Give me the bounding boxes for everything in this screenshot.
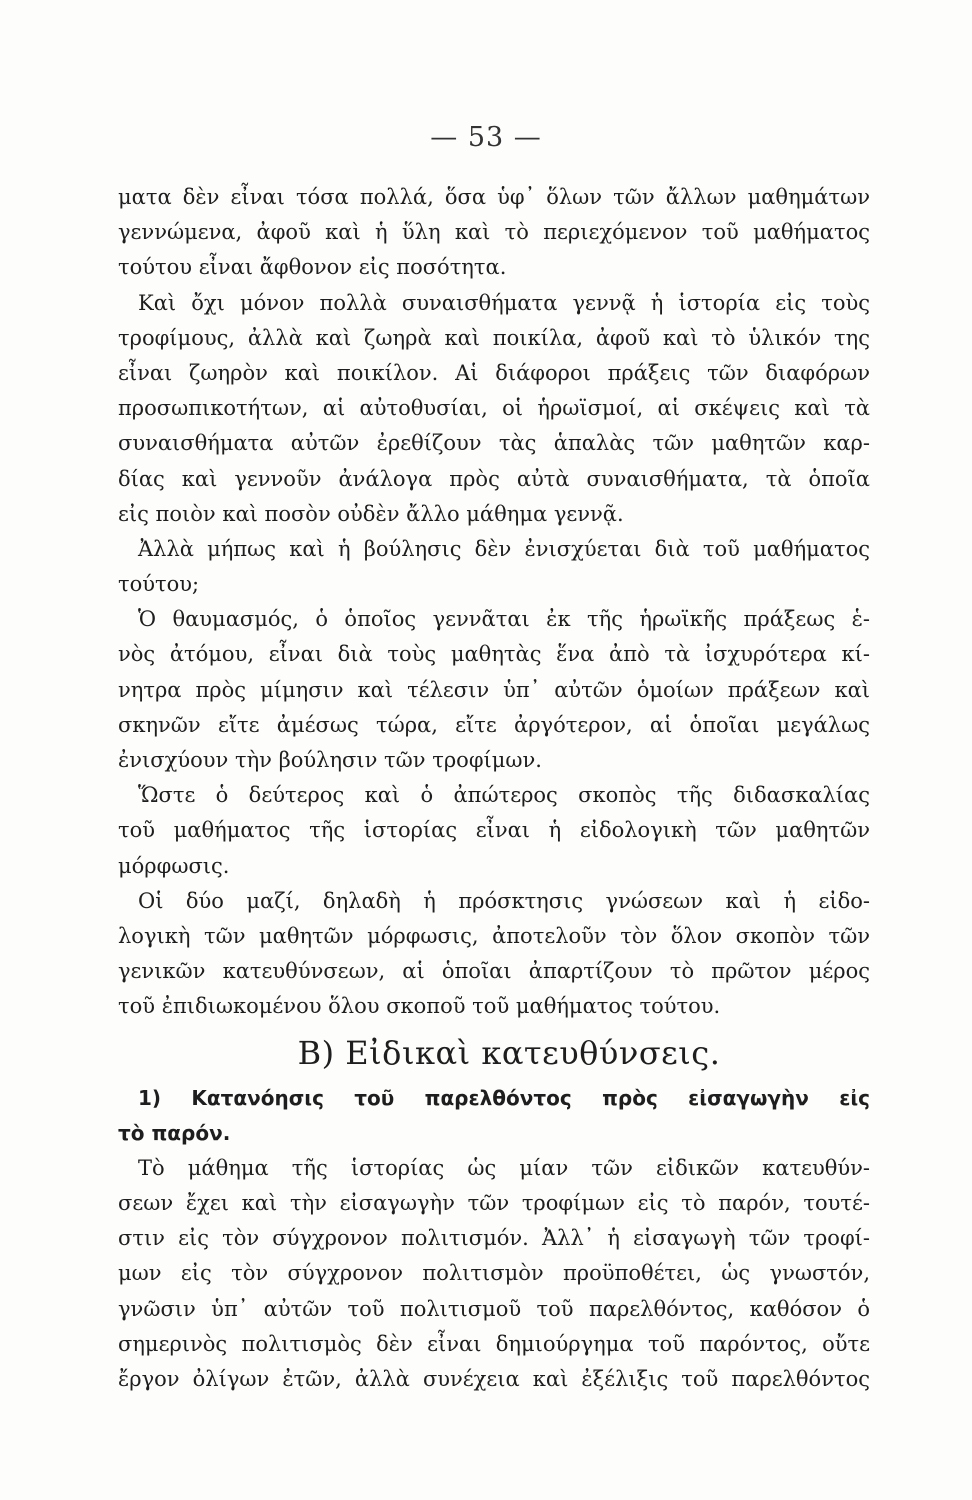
text-line: τούτου;: [118, 572, 200, 597]
text-line: Ὥστε ὁ δεύτερος καὶ ὁ ἀπώτερος σκοπὸς τῆς διδασκαλίας: [138, 783, 870, 808]
text-line: δίας καὶ γεννοῦν ἀνάλογα πρὸς αὐτὰ συναισθήματα, τὰ ὁποῖα: [118, 466, 870, 491]
text-line: γνῶσιν ὑπ᾽ αὐτῶν τοῦ πολιτισμοῦ τοῦ παρελθόντος, καθόσον ὁ: [118, 1296, 870, 1321]
text-line: Καὶ ὄχι μόνον πολλὰ συναισθήματα γεννᾷ ἡ ἱστορία εἰς τοὺς: [138, 290, 870, 315]
subsection-heading-line: τὸ παρόν.: [118, 1120, 231, 1145]
text-line: μόρφωσις.: [118, 853, 230, 878]
text-line: σκηνῶν εἴτε ἀμέσως τώρα, εἴτε ἀργότερον, αἱ ὁποῖαι μεγάλως: [118, 712, 870, 737]
text-line: νητρα πρὸς μίμησιν καὶ τέλεσιν ὑπ᾽ αὐτῶν ὁμοίων πράξεων καὶ: [118, 677, 870, 702]
text-line: σεων ἔχει καὶ τὴν εἰσαγωγὴν τῶν τροφίμων εἰς τὸ παρόν, τουτέ-: [118, 1191, 870, 1216]
text-line: μων εἰς τὸν σύγχρονον πολιτισμὸν προϋποθέτει, ὡς γνωστόν,: [118, 1261, 870, 1286]
body-text: [118, 180, 870, 1397]
text-line: ἐνισχύουν τὴν βούλησιν τῶν τροφίμων.: [118, 748, 542, 772]
text-line: εἶναι ζωηρὸν καὶ ποικίλον. Αἱ διάφοροι πράξεις τῶν διαφόρων: [118, 360, 870, 385]
text-line: λογικὴ τῶν μαθητῶν μόρφωσις, ἀποτελοῦν τὸν ὅλον σκοπὸν τῶν: [118, 923, 870, 948]
text-line: ματα δὲν εἶναι τόσα πολλά, ὅσα ὑφ᾽ ὅλων τῶν ἄλλων μαθημάτων: [118, 185, 870, 209]
text-line: γεννώμενα, ἀφοῦ καὶ ἡ ὕλη καὶ τὸ περιεχόμενον τοῦ μαθήματος: [118, 220, 870, 245]
text-line: τροφίμους, ἀλλὰ καὶ ζωηρὰ καὶ ποικίλα, ἀφοῦ καὶ τὸ ὑλικόν της: [118, 325, 870, 350]
text-line: νὸς ἀτόμου, εἶναι διὰ τοὺς μαθητὰς ἕνα ἀπὸ τὰ ἰσχυρότερα κί-: [118, 642, 870, 667]
text-line: σημερινὸς πολιτισμὸς δὲν εἶναι δημιούργημα τοῦ παρόντος, οὔτε: [118, 1331, 870, 1356]
text-line: προσωπικοτήτων, αἱ αὐτοθυσίαι, οἱ ἡρωϊσμοί, αἱ σκέψεις καὶ τὰ: [118, 396, 870, 421]
page-number: — 53 —: [430, 122, 542, 153]
text-line: εἰς ποιὸν καὶ ποσὸν οὐδὲν ἄλλο μάθημα γεννᾷ.: [118, 501, 624, 526]
text-line: τούτου εἶναι ἄφθονον εἰς ποσότητα.: [118, 255, 507, 280]
subsection-heading-line: 1) Κατανόησις τοῦ παρελθόντος πρὸς εἰσαγωγὴν εἰς: [138, 1085, 870, 1110]
text-line: Οἱ δύο μαζί, δηλαδὴ ἡ πρόσκτησις γνώσεων καὶ ἡ εἰδο-: [138, 888, 870, 913]
text-line: στιν εἰς τὸν σύγχρονον πολιτισμόν. Ἀλλ᾽ ἡ εἰσαγωγὴ τῶν τροφί-: [118, 1226, 870, 1251]
text-line: γενικῶν κατευθύνσεων, αἱ ὁποῖαι ἀπαρτίζουν τὸ πρῶτον μέρος: [118, 959, 870, 984]
text-line: Τὸ μάθημα τῆς ἱστορίας ὡς μίαν τῶν εἰδικῶν κατευθύν-: [138, 1155, 870, 1180]
text-line: Ἀλλὰ μήπως καὶ ἡ βούλησις δὲν ἐνισχύεται διὰ τοῦ μαθήματος: [138, 536, 870, 561]
section-heading: Β) Εἰδικαὶ κατευθύνσεις.: [297, 1033, 721, 1072]
text-line: Ὁ θαυμασμός, ὁ ὁποῖος γεννᾶται ἐκ τῆς ἡρωϊκῆς πράξεως ἑ-: [138, 607, 870, 632]
text-line: συναισθήματα αὐτῶν ἐρεθίζουν τὰς ἁπαλὰς τῶν μαθητῶν καρ-: [118, 431, 870, 456]
text-line: τοῦ μαθήματος τῆς ἱστορίας εἶναι ἡ εἰδολογικὴ τῶν μαθητῶν: [118, 818, 870, 843]
text-line: τοῦ ἐπιδιωκομένου ὅλου σκοποῦ τοῦ μαθήματος τούτου.: [118, 994, 721, 1019]
text-line: ἔργον ὀλίγων ἐτῶν, ἀλλὰ συνέχεια καὶ ἐξέλιξις τοῦ παρελθόντος: [118, 1367, 870, 1391]
